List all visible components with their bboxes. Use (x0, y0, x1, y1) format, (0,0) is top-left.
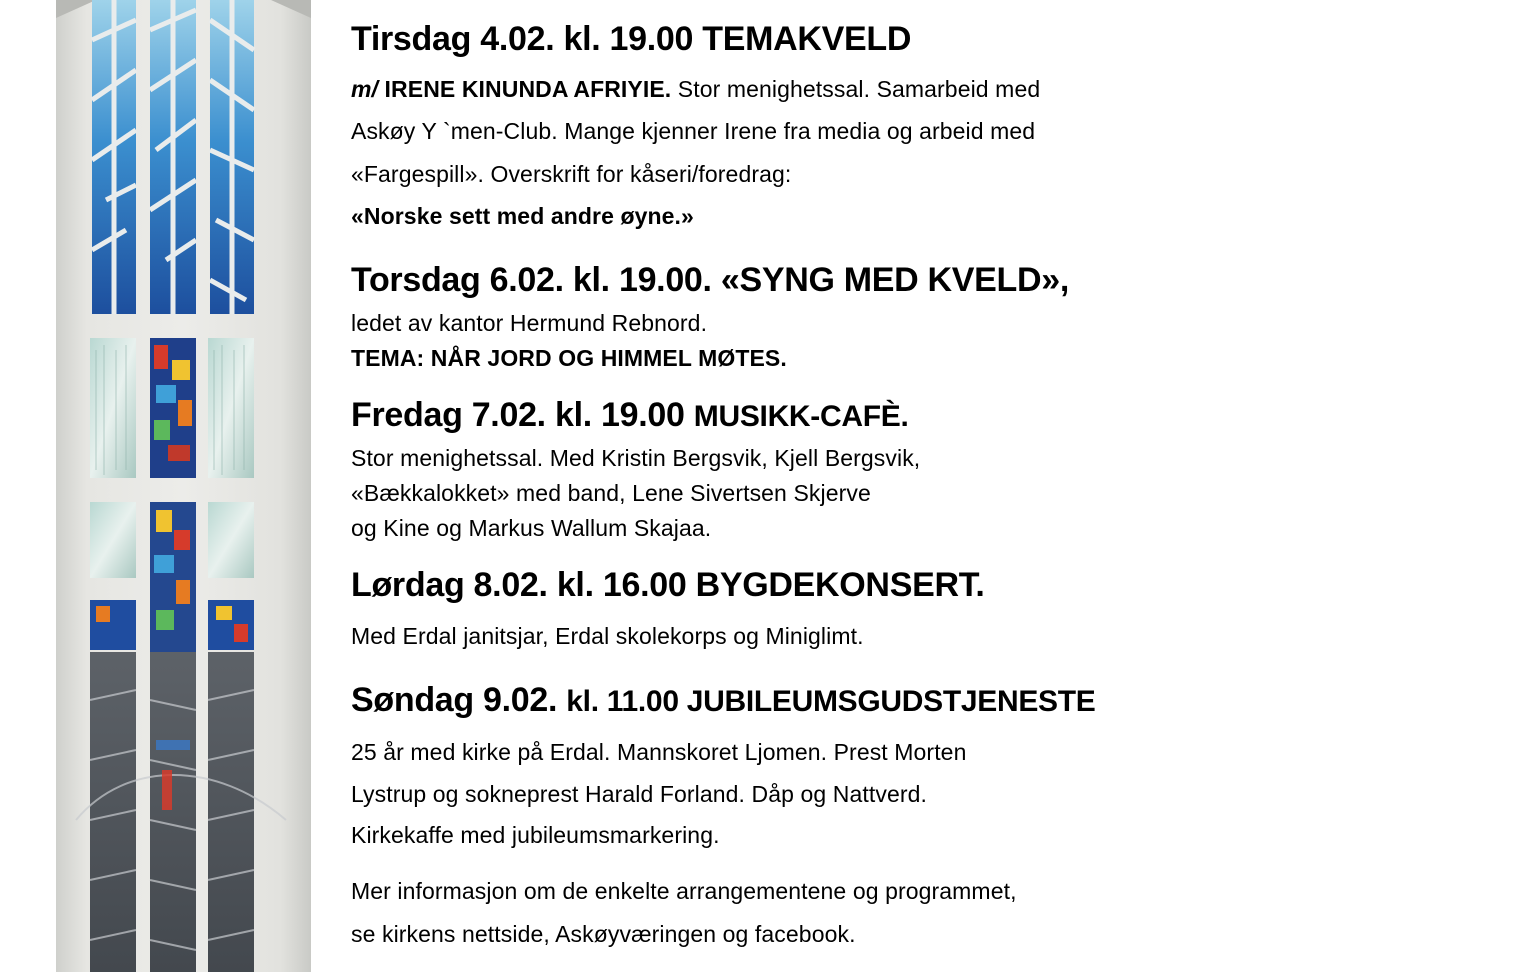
footer-line-1: Mer informasjon om de enkelte arrangementene og programmet, (351, 878, 1017, 904)
event-2-title: . «SYNG MED KVELD», (702, 261, 1070, 299)
stained-glass-window-photo (56, 0, 311, 972)
event-4-line-1: Med Erdal janitsjar, Erdal skolekorps og Miniglimt. (351, 623, 864, 649)
event-3-day: Fredag 7.02. kl. 19.00 (351, 396, 685, 434)
event-5-line-2: Lystrup og sokneprest Harald Forland. Dåp og Nattverd. (351, 781, 928, 807)
footer-line-2: se kirkens nettside, Askøyværingen og facebook. (351, 921, 856, 947)
event-3-line-3: og Kine og Markus Wallum Skajaa. (351, 515, 712, 541)
event-5-line-3: Kirkekaffe med jubileumsmarkering. (351, 822, 720, 848)
event-2-line-1: ledet av kantor Hermund Rebnord. (351, 310, 708, 336)
event-1-guest: IRENE KINUNDA AFRIYIE. (384, 76, 672, 102)
event-3-line-1: Stor menighetssal. Med Kristin Bergsvik, Kjell Bergsvik, (351, 445, 921, 471)
event-4-day: Lørdag 8.02. kl. 16.00 (351, 566, 687, 604)
event-1-line-1 (351, 76, 1040, 103)
event-1-prefix: m/ (351, 76, 379, 102)
event-3-title: MUSIKK-CAFÈ. (693, 400, 909, 433)
event-5-day: Søndag 9.02. (351, 681, 558, 719)
event-1-line-2: Askøy Y `men-Club. Mange kjenner Irene fra media og arbeid med (351, 118, 1036, 144)
event-1-day: Tirsdag 4.02. kl. 19.00 (351, 20, 694, 58)
event-heading-1 (351, 20, 911, 59)
stained-glass-illustration (56, 0, 311, 972)
event-1-title: TEMAKVELD (702, 20, 912, 58)
event-heading-3 (351, 396, 909, 435)
event-3-line-2: «Bækkalokket» med band, Lene Sivertsen Skjerve (351, 480, 871, 506)
event-heading-4 (351, 566, 985, 605)
event-1-line-3: «Fargespill». Overskrift for kåseri/foredrag: (351, 161, 792, 187)
event-1-line-1-rest: Stor menighetssal. Samarbeid med (677, 76, 1041, 102)
event-heading-2 (351, 261, 1069, 300)
event-heading-5 (351, 681, 1096, 720)
event-2-day: Torsdag 6.02. kl. 19.00 (351, 261, 703, 299)
event-4-title: BYGDEKONSERT. (695, 566, 985, 604)
event-2-line-2: TEMA: NÅR JORD OG HIMMEL MØTES. (351, 345, 787, 371)
event-5-line-1: 25 år med kirke på Erdal. Mannskoret Ljomen. Prest Morten (351, 739, 967, 765)
event-5-title: kl. 11.00 JUBILEUMSGUDSTJENESTE (566, 685, 1096, 718)
event-1-line-4: «Norske sett med andre øyne.» (351, 203, 694, 229)
